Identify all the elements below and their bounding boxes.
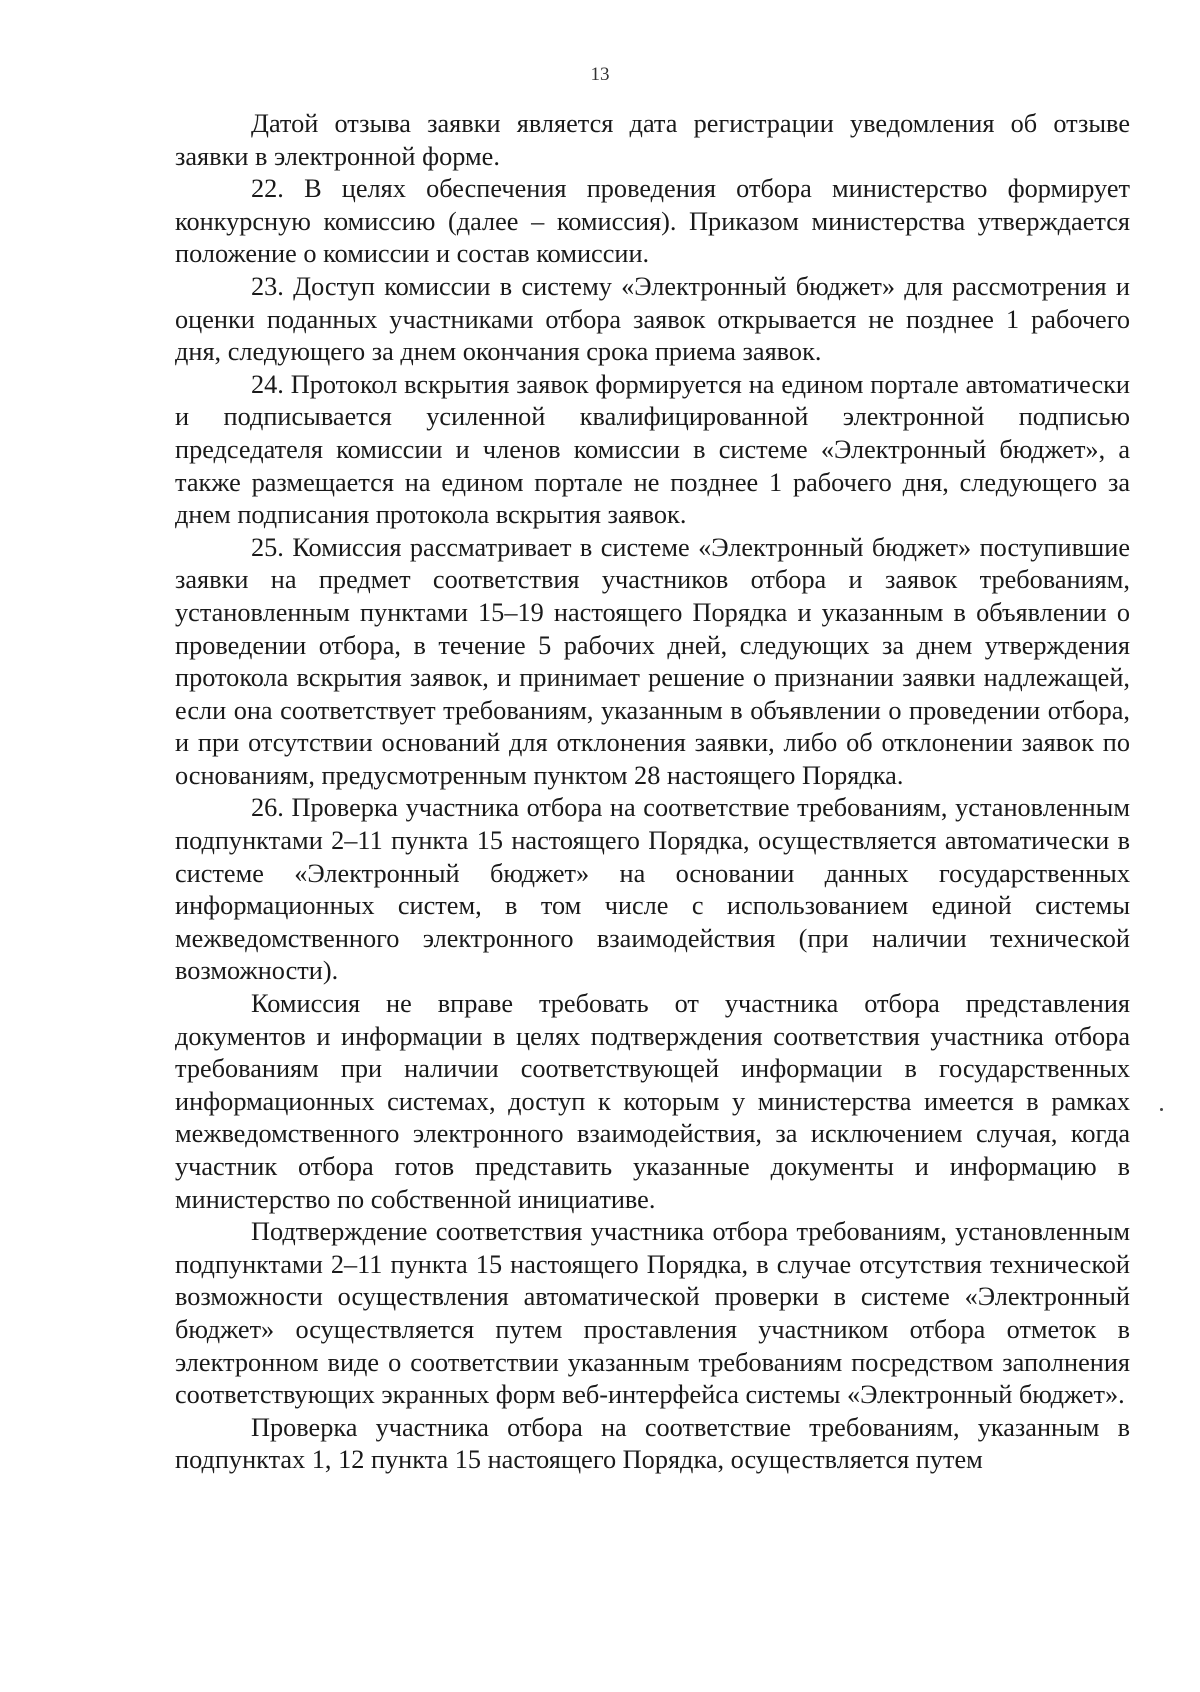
paragraph-23-access: 23. Доступ комиссии в систему «Электронный бюджет» для рассмотрения и оценки поданных участниками отбора заявок открывается не позднее 1 рабочего дня, следующего за днем окончания срока приема заявок. bbox=[175, 271, 1130, 367]
paragraph-confirmation: Подтверждение соответствия участника отбора требованиям, установленным подпунктами 2–11 пункта 15 настоящего Порядка, в случае отсутствия технической возможности осуществления автоматической проверки в системе «Электронный бюджет» осуществляется путем проставления участником отбора отметок в электронном виде о соответствии указанным требованиям посредством заполнения соответствующих экранных форм веб-интерфейса системы «Электронный бюджет». bbox=[175, 1217, 1130, 1410]
document-body bbox=[175, 108, 1130, 1477]
paragraph-verification-continued: Проверка участника отбора на соответствие требованиям, указанным в подпунктах 1, 12 пункта 15 настоящего Порядка, осуществляется путем bbox=[175, 1412, 1130, 1475]
paragraph-24-protocol: 24. Протокол вскрытия заявок формируется на едином портале автоматически и подписывается усиленной квалифицированной электронной подписью председателя комиссии и членов комиссии в системе «Электронный бюджет», а также размещается на едином портале не позднее 1 рабочего дня, следующего за днем подписания протокола вскрытия заявок. bbox=[175, 369, 1130, 530]
paragraph-commission-documents: Комиссия не вправе требовать от участника отбора представления документов и информации в целях подтверждения соответствия участника отбора требованиям при наличии соответствующей информации в государственных информационных системах, доступ к которым у министерства имеется в рамках межведомственного электронного взаимодействия, за исключением случая, когда участник отбора готов представить указанные документы и информацию в министерство по собственной инициативе. bbox=[175, 989, 1130, 1214]
paragraph-withdrawal-date: Датой отзыва заявки является дата регистрации уведомления об отзыве заявки в электронной форме. bbox=[175, 109, 1130, 171]
paragraph-25-review: 25. Комиссия рассматривает в системе «Электронный бюджет» поступившие заявки на предмет соответствия участников отбора и заявок требованиям, установленным пунктами 15–19 настоящего Порядка и указанным в объявлении о проведении отбора, в течение 5 рабочих дней, следующих за днем утверждения протокола вскрытия заявок, и принимает решение о признании заявки надлежащей, если она соответствует требованиям, указанным в объявлении о проведении отбора, и при отсутствии оснований для отклонения заявки, либо об отклонении заявок по основаниям, предусмотренным пунктом 28 настоящего Порядка. bbox=[175, 532, 1130, 790]
paragraph-26-verification: 26. Проверка участника отбора на соответствие требованиям, установленным подпунктами 2–11 пункта 15 настоящего Порядка, осуществляется автоматически в системе «Электронный бюджет» на основании данных государственных информационных систем, в том числе с использованием единой системы межведомственного электронного взаимодействия (при наличии технической возможности). bbox=[175, 793, 1130, 986]
paragraph-22-commission: 22. В целях обеспечения проведения отбора министерство формирует конкурсную комиссию (далее – комиссия). Приказом министерства утверждается положение о комиссии и состав комиссии. bbox=[175, 174, 1130, 269]
scan-speck bbox=[1160, 1108, 1163, 1111]
page-number: 13 bbox=[590, 64, 610, 85]
